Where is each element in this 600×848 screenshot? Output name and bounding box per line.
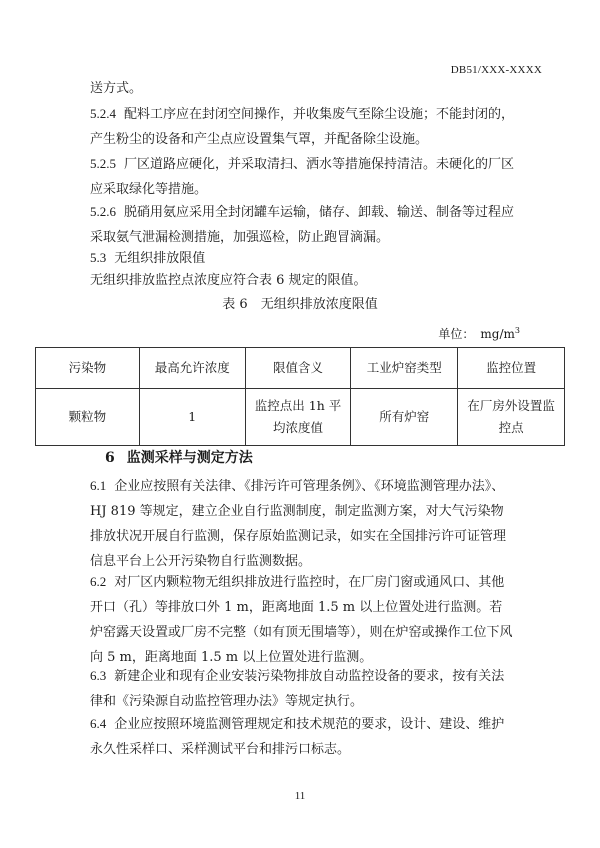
paragraph-table-reference bbox=[90, 268, 515, 293]
paragraph-text: 送方式。 bbox=[90, 81, 143, 96]
paragraph-text: 对厂区内颗粒物无组织排放进行监控时，在厂房门窗或通风口、其他开口（孔）等排放口外 1 m，距离地面 1.5 m 以上位置处进行监测。若炉窑露天设置或厂房不完整（如有顶无围墙等），则在炉窑或操作工位下风向 5 m，距离地面 1.5 m 以上位置处进行监测。 bbox=[90, 575, 513, 665]
table-caption: 表 6 无组织排放浓度限值 bbox=[222, 297, 378, 312]
paragraph-6-2 bbox=[90, 569, 515, 670]
clause-number: 6.4 bbox=[90, 716, 107, 731]
section-title: 监测采样与测定方法 bbox=[126, 450, 253, 466]
unit-text: 单位： mg/m bbox=[438, 327, 515, 341]
header-max-concentration: 最高允许浓度 bbox=[139, 348, 245, 389]
paragraph-text: 无组织排放监控点浓度应符合表 6 规定的限值。 bbox=[90, 273, 367, 288]
paragraph-text: 配料工序应在封闭空间操作，并收集废气至除尘设施；不能封闭的，产生粉尘的设备和产尘点应设置集气罩，并配备除尘设施。 bbox=[90, 107, 515, 147]
cell-pollutant: 颗粒物 bbox=[36, 389, 140, 446]
paragraph-6-1 bbox=[90, 473, 515, 574]
table-unit bbox=[438, 325, 520, 342]
unit-superscript: 3 bbox=[514, 326, 520, 335]
page-number: 11 bbox=[294, 790, 306, 802]
paragraph-5-2-6 bbox=[90, 199, 515, 250]
clause-number: 5.3 bbox=[90, 250, 107, 265]
clause-number: 5.2.5 bbox=[90, 156, 116, 171]
clause-number: 6.1 bbox=[90, 478, 107, 493]
cell-monitoring-location: 在厂房外设置监控点 bbox=[458, 389, 565, 446]
paragraph-text: 脱硝用氨应采用全封闭罐车运输，储存、卸载、输送、制备等过程应采取氨气泄漏检测措施，加强巡检，防止跑冒滴漏。 bbox=[90, 205, 515, 245]
header-monitoring-location: 监控位置 bbox=[458, 348, 565, 389]
header-pollutant: 污染物 bbox=[36, 348, 140, 389]
paragraph-continuation bbox=[90, 76, 515, 101]
cell-limit-meaning: 监控点出 1h 平均浓度值 bbox=[245, 389, 351, 446]
paragraph-5-2-4 bbox=[90, 101, 515, 152]
paragraph-text: 新建企业和现有企业安装污染物排放自动监控设备的要求，按有关法律和《污染源自动监控管理办法》等规定执行。 bbox=[90, 669, 505, 709]
paragraph-text: 企业应按照有关法律、《排污许可管理条例》、《环境监测管理办法》、HJ 819 等规定，建立企业自行监测制度，制定监测方案，对大气污染物排放状况开展自行监测，保存原始监测记录，如实在全国排污许可证管理信息平台上公开污染物自行监测数据。 bbox=[90, 479, 507, 569]
clause-number: 5.2.6 bbox=[90, 204, 116, 219]
paragraph-6-3 bbox=[90, 663, 515, 714]
table-row bbox=[36, 389, 565, 446]
section-number: 6 bbox=[105, 450, 115, 466]
clause-number: 6.2 bbox=[90, 574, 107, 589]
subsection-title: 无组织排放限值 bbox=[114, 251, 206, 266]
section-6-heading bbox=[105, 447, 253, 467]
paragraph-5-2-5 bbox=[90, 151, 515, 202]
header-kiln-type: 工业炉窑类型 bbox=[351, 348, 458, 389]
clause-number: 5.2.4 bbox=[90, 106, 116, 121]
emission-limit-table bbox=[35, 347, 565, 446]
paragraph-text: 厂区道路应硬化，并采取清扫、洒水等措施保持清洁。未硬化的厂区应采取绿化等措施。 bbox=[90, 157, 515, 197]
cell-kiln-type: 所有炉窑 bbox=[351, 389, 458, 446]
paragraph-text: 企业应按照环境监测管理规定和技术规范的要求，设计、建设、维护永久性采样口、采样测试平台和排污口标志。 bbox=[90, 717, 505, 757]
header-limit-meaning: 限值含义 bbox=[245, 348, 351, 389]
document-code-header: DB51/XXX-XXXX bbox=[450, 64, 542, 76]
cell-max-concentration: 1 bbox=[139, 389, 245, 446]
clause-number: 6.3 bbox=[90, 668, 107, 683]
table-header-row bbox=[36, 348, 565, 389]
paragraph-6-4 bbox=[90, 711, 515, 762]
